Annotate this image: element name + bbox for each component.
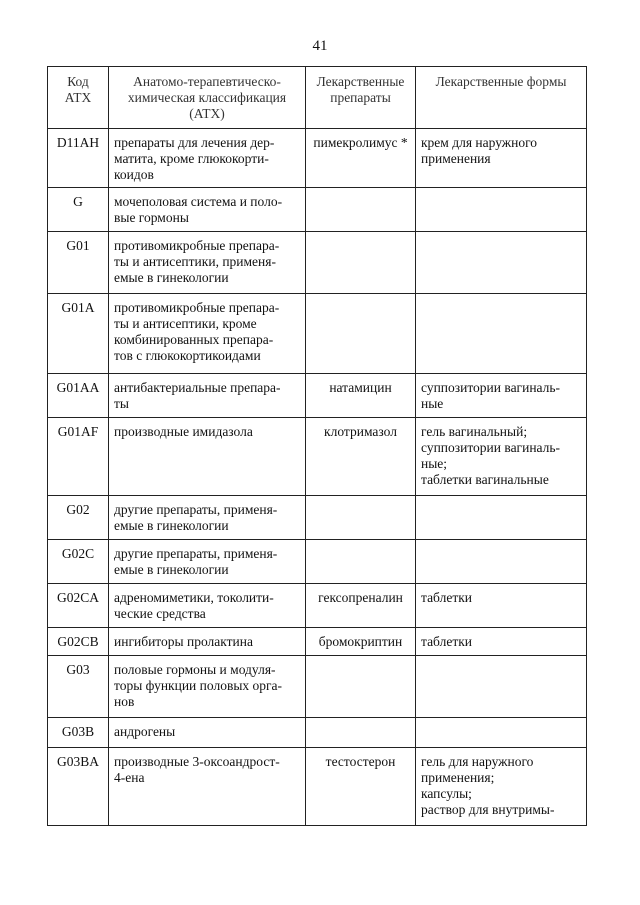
table-row: [48, 584, 587, 628]
cell-classification: другие препараты, применя- емые в гинекологии: [109, 540, 306, 584]
cell-form: гель для наружного применения; капсулы; раствор для внутримы-: [416, 748, 587, 826]
header-drugs: Лекарственные препараты: [306, 67, 416, 129]
cell-form: суппозитории вагиналь- ные: [416, 374, 587, 418]
table-row: [48, 232, 587, 294]
cell-form: [416, 294, 587, 374]
cell-code: G02: [48, 496, 109, 540]
table-row: [48, 628, 587, 656]
table-row: [48, 496, 587, 540]
cell-drug: клотримазол: [306, 418, 416, 496]
cell-classification: половые гормоны и модуля- торы функции половых орга- нов: [109, 656, 306, 718]
cell-form: [416, 232, 587, 294]
cell-code: G01AA: [48, 374, 109, 418]
header-forms: Лекарственные формы: [416, 67, 587, 129]
cell-form: [416, 188, 587, 232]
cell-form: [416, 656, 587, 718]
cell-drug: [306, 294, 416, 374]
cell-classification: антибактериальные препара- ты: [109, 374, 306, 418]
cell-classification: производные 3-оксоандрост- 4-ена: [109, 748, 306, 826]
cell-code: G02CA: [48, 584, 109, 628]
cell-form: [416, 496, 587, 540]
table-row: [48, 374, 587, 418]
cell-drug: бромокриптин: [306, 628, 416, 656]
cell-classification: противомикробные препара- ты и антисептики, применя- емые в гинекологии: [109, 232, 306, 294]
cell-drug: [306, 496, 416, 540]
cell-drug: [306, 232, 416, 294]
cell-drug: пимекролимус *: [306, 129, 416, 188]
atx-table: [47, 66, 587, 826]
cell-form: таблетки: [416, 628, 587, 656]
table-row: [48, 540, 587, 584]
cell-code: G03: [48, 656, 109, 718]
table-row: [48, 188, 587, 232]
cell-drug: [306, 188, 416, 232]
cell-code: G03BA: [48, 748, 109, 826]
cell-code: G02CB: [48, 628, 109, 656]
header-code: Код АТХ: [48, 67, 109, 129]
cell-drug: [306, 718, 416, 748]
table-row: [48, 418, 587, 496]
cell-code: G01AF: [48, 418, 109, 496]
cell-classification: ингибиторы пролактина: [109, 628, 306, 656]
cell-classification: противомикробные препара- ты и антисептики, кроме комбинированных препара- тов с глюкокортикоидами: [109, 294, 306, 374]
table-row: [48, 656, 587, 718]
table-row: [48, 718, 587, 748]
cell-drug: гексопреналин: [306, 584, 416, 628]
page-number: 41: [312, 38, 328, 54]
cell-form: [416, 718, 587, 748]
table-header-row: [48, 67, 587, 129]
cell-code: D11AH: [48, 129, 109, 188]
cell-form: крем для наружного применения: [416, 129, 587, 188]
cell-form: гель вагинальный; суппозитории вагиналь- ные; таблетки вагинальные: [416, 418, 587, 496]
cell-drug: [306, 656, 416, 718]
cell-code: G: [48, 188, 109, 232]
cell-form: таблетки: [416, 584, 587, 628]
cell-code: G01A: [48, 294, 109, 374]
cell-drug: натамицин: [306, 374, 416, 418]
cell-code: G01: [48, 232, 109, 294]
cell-classification: мочеполовая система и поло- вые гормоны: [109, 188, 306, 232]
table-row: [48, 294, 587, 374]
table-row: [48, 129, 587, 188]
cell-classification: андрогены: [109, 718, 306, 748]
cell-code: G02C: [48, 540, 109, 584]
table-row: [48, 748, 587, 826]
cell-form: [416, 540, 587, 584]
cell-drug: [306, 540, 416, 584]
header-classification: Анатомо-терапевтическо- химическая классификация (АТХ): [109, 67, 306, 129]
cell-classification: другие препараты, применя- емые в гинекологии: [109, 496, 306, 540]
cell-code: G03B: [48, 718, 109, 748]
cell-classification: производные имидазола: [109, 418, 306, 496]
cell-classification: адреномиметики, токолити- ческие средства: [109, 584, 306, 628]
cell-classification: препараты для лечения дер- матита, кроме глюкокорти- коидов: [109, 129, 306, 188]
cell-drug: тестостерон: [306, 748, 416, 826]
